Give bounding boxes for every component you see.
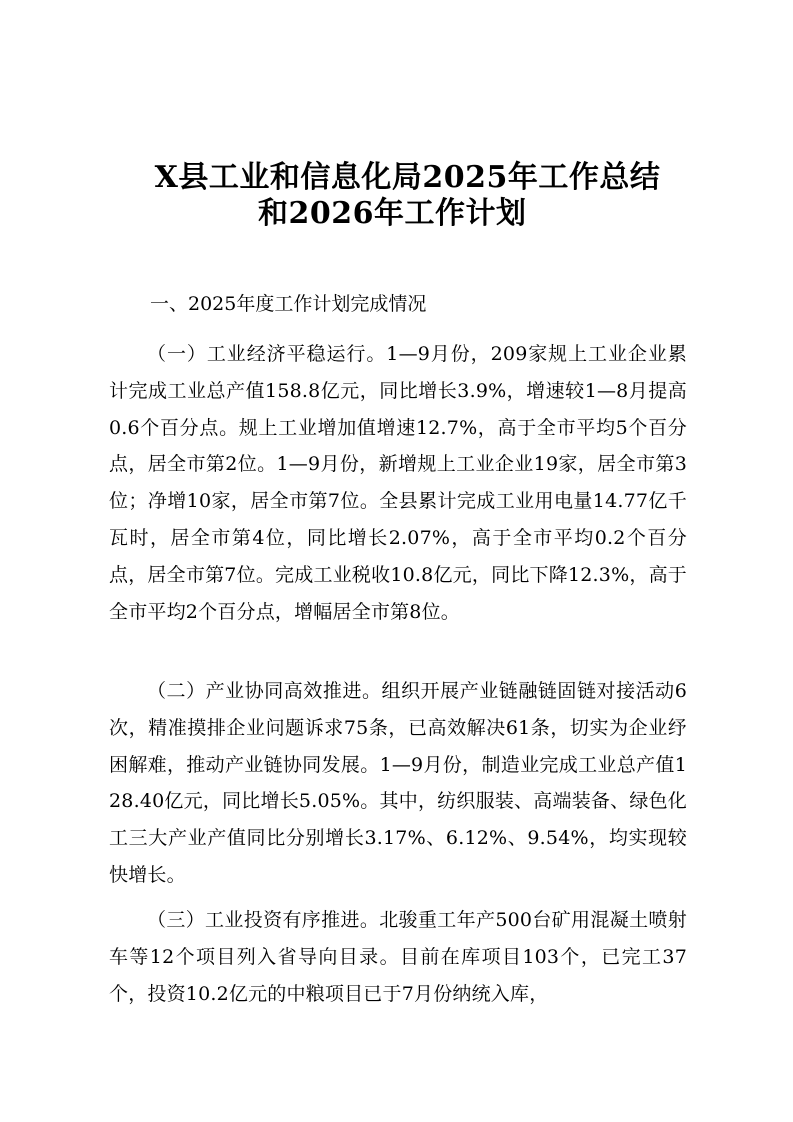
paragraph-industrial-economy: （一）工业经济平稳运行。1—9月份，209家规上工业企业累计完成工业总产值158.8亿元，同比增长3.9%，增速较1—8月提高0.6个百分点。规上工业增加值增速12.7%，高于全市平均5个百分点，居全市第2位。1—9月份，新增规上工业企业19家，居全市第3位；净增10家，居全市第7位。全县累计完成工业用电量14.77亿千瓦时，居全市第4位，同比增长2.07%，高于全市平均0.2个百分点，居全市第7位。完成工业税收10.8亿元，同比下降12.3%，高于全市平均2个百分点，增幅居全市第8位。	[109, 343, 687, 623]
paragraph-industry-coordination: （二）产业协同高效推进。组织开展产业链融链固链对接活动6次，精准摸排企业问题诉求75条，已高效解决61条，切实为企业纾困解难，推动产业链协同发展。1—9月份，制造业完成工业总产值128.40亿元，同比增长5.05%。其中，纺织服装、高端装备、绿色化工三大产业产值同比分别增长3.17%、6.12%、9.54%，均实现较快增长。	[109, 680, 687, 886]
section-heading: 一、2025年度工作计划完成情况	[150, 293, 427, 315]
paragraph-industrial-investment: （三）工业投资有序推进。北骏重工年产500台矿用混凝土喷射车等12个项目列入省导向目录。目前在库项目103个，已完工37个，投资10.2亿元的中粮项目已于7月份纳统入库，	[109, 909, 687, 1005]
document-title-line-2: 和2026年工作计划	[258, 196, 527, 231]
document-title-line-1: X县工业和信息化局2025年工作总结	[154, 160, 661, 195]
